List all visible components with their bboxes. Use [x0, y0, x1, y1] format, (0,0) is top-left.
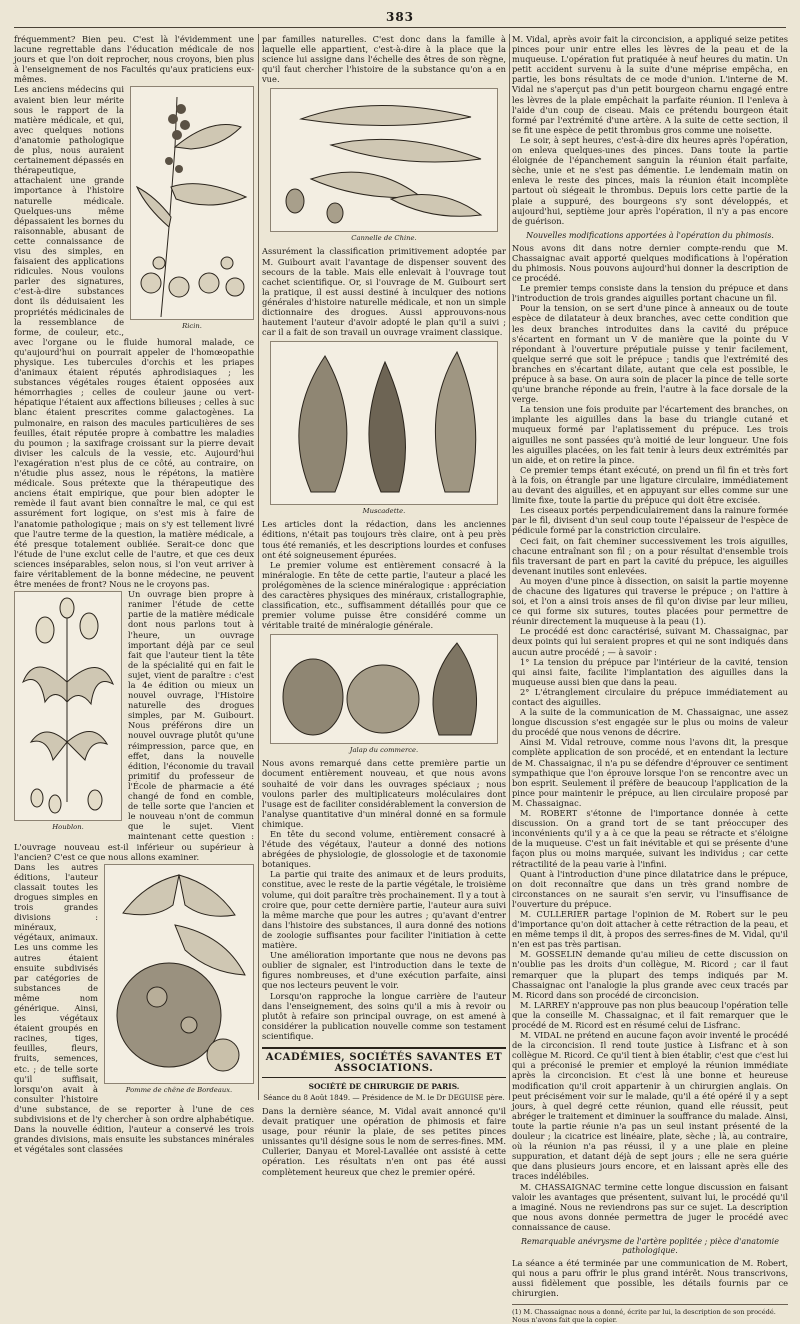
paragraph: Dans les autres éditions, l'auteur classait toutes les drogues simples en trois grandes divisions : minéraux, végétaux, animaux. Les uns comme les autres étaient ensuite subdivisés par catégories de substances de même nom générique. Ainsi, les végétaux étaient groupés en racines, tiges, feuilles, fleurs, fruits, semences, etc. ; de telle sorte qu'il suffisait, lorsqu'on avait à consulter l'histoire d'une substance, de se reporter à l'une de ces subdivisions et de l'y chercher à son ordre alphabétique. Dans la nouvelle édition, l'auteur a conservé les trois grandes divisions, mais ensuite les substances minérales et végétales sont classées [14, 861, 254, 1155]
column-middle [262, 34, 506, 1177]
paragraph: La partie qui traite des animaux et de leurs produits, constitue, avec le reste de la partie végétale, le troisième volume, qui doit paraître très prochainement. Il y a tout à croire que, pour cette dernière partie, l'auteur aura suivi la même marche que pour les autres ; qu'avant d'entrer dans l'histoire des substances, il aura donné des notions de zoologie suffisantes pour faciliter l'initiation à cette matière. [262, 869, 506, 951]
figure-pomme-chene [104, 864, 254, 1098]
ricin-illustration [130, 86, 254, 320]
paragraph: En tête du second volume, entièrement consacré à l'étude des végétaux, l'auteur a donné des notions abrégées de physiologie, de glossologie et de taxonomie botaniques. [262, 829, 506, 870]
column-divider [509, 34, 510, 1100]
paragraph: par familles naturelles. C'est donc dans la famille à laquelle elle appartient, c'est-à-dire à la place que la science lui assigne dans l'échelle des êtres de son règne, qu'il faut chercher l'histoire de la substance qu'on a en vue. [262, 34, 506, 85]
paragraph: Le soir, à sept heures, c'est-à-dire dix heures après l'opération, on enleva quelques-unes des pinces. Dans toute la partie éloignée de l'épanchement sanguin la réunion était parfaite, sèche, unie et ne s'est pas démentie. Le lendemain matin on enleva le reste des pinces, mais la réunion était incomplète partout où siégeait le thrombus. Depuis lors cette partie de la plaie a suppuré, des bourgeons s'y sont développés, et aujourd'hui, septième jour après l'opération, il n'y a pas encore de guérison. [512, 134, 788, 226]
paragraph: M. Vidal, après avoir fait la circoncision, a appliqué seize petites pinces pour unir entre elles les lèvres de la peau et de la muqueuse. L'opération fut pratiquée à neuf heures du matin. Un petit accident survenu à la suite d'une méprise empêcha, en partie, les bons résultats de ce mode d'union. L'interne de M. Vidal ne s'aperçut pas d'un petit bourgeon charnu engagé entre les lèvres de la plaie empêchait la parfaite réunion. Il l'enleva à l'aide d'un coup de ciseau. Mais ce prétendu bourgeon était formé par l'extrémité d'une artère. A la suite de cette section, il se fit une espèce de petit thrombus gros comme une noisette. [512, 34, 788, 135]
paragraph: M. GOSSELIN demande qu'au milieu de cette discussion on n'oublie pas les droits d'un collègue, M. Ricord ; car il faut remarquer que la plupart des temps indiqués par M. Chassaignac ont l'analogie la plus grande avec ceux tracés par M. Ricord dans son procédé de circoncision. [512, 949, 788, 1000]
paragraph: Nous avons dit dans notre dernier compte-rendu que M. Chassaignac avait apporté quelques modifications à l'opération du phimosis. Nous pouvons aujourd'hui donner la description de ce procédé. [512, 242, 788, 284]
paragraph: M. LARREY n'approuve pas non plus beaucoup l'opération telle que la conseille M. Chassaignac, et il fait remarquer que le procédé de M. Ricord est en résumé celui de Lisfranc. [512, 999, 788, 1030]
paragraph: Ce premier temps étant exécuté, on prend un fil fin et très fort à la fois, on étrangle par une ligature circulaire, immédiatement au devant des aiguilles, et en appuyant sur elles comme sur une limite fixe, toute la partie du prépuce qui doit être excisée. [512, 464, 788, 506]
pomme-chene-illustration [104, 864, 254, 1084]
section-title: ACADÉMIES, SOCIÉTÉS SAVANTES ET ASSOCIATIONS. [262, 1047, 506, 1078]
muscade-illustration [270, 341, 498, 505]
figure-caption: Cannelle de Chine. [351, 234, 417, 243]
figure-jalap [270, 634, 498, 754]
paragraph: Pour la tension, on se sert d'une pince à anneaux ou de toute espèce de dilatateur à deux branches, avec cette condition que les deux branches introduites dans la cavité du prépuce s'écartent en formant un V de manière que la pointe du V répondant à l'ouverture préputiale puisse y tenir facilement, quelque serré que soit le prépuce ; tandis que l'extrémité des branches en s'écartant dilate, autant que cela est possible, le prépuce à sa base. On aura soin de placer la pince de telle sorte qu'une branche réponde au frein, l'autre à la face dorsale de la verge. [512, 303, 788, 405]
paragraph: Nous avons remarqué dans cette première partie un document entièrement nouveau, et que nous avons souhaité de voir dans les ouvrages spéciaux ; nous voulons parler des multiplicateurs moléculaires dont l'usage est de faciliter considérablement la conversion de l'analyse quantitative d'un minéral donné en sa formule chimique. [262, 758, 506, 829]
paragraph: M. ROBERT s'étonne de l'importance donnée à cette discussion. On a grand tort de se tant préoccuper des inconvénients qu'il y a à ce que la peau se rétracte et s'éloigne de la muqueuse. C'est un fait inévitable et qui se présente d'une façon plus ou moins marquée, suivant les individus ; car cette rétractilité de la peau varie à l'infini. [512, 808, 788, 869]
meeting-info: Séance du 8 Août 1849. — Présidence de M. le Dr DEGUISE père. [263, 1092, 505, 1102]
paragraph: La tension une fois produite par l'écartement des branches, on implante les aiguilles dans la base du triangle cutané et muqueux formé par l'aplatissement du prépuce. Les trois aiguilles ne sont passées qu'à moitié de leur longueur. Une fois les aiguilles placées, on les fait tenir à leurs deux extrémités par un aide, et on retire la pince. [512, 404, 788, 465]
figure-houblon [14, 591, 122, 835]
paragraph: M. VIDAL ne prétend en aucune façon avoir inventé le procédé de la circoncision. Il rend toute justice à Lisfranc et à son collègue M. Ricord. Ce qu'il tient à bien établir, c'est que c'est lui qui a préconisé le premier et employé la réunion immédiate après la circoncision. Et c'est là une bonne et heureuse modification qu'il croit appartenir à un chirurgien anglais. On peut précisément voir sur le malade, qu'il a été opéré il y a sept jours, à quel degré cette réunion, quand elle réussit, peut abréger le traitement et diminuer la souffrance du malade. Ainsi, toute la partie réunie n'a pas un seul instant présenté de la douleur ; la cicatrice est linéaire, plate, sèche ; là, au contraire, où la réunion n'a pas réussi, il y a une plaie en pleine suppuration, et datant déjà de sept jours ; elle ne sera guérie que dans plusieurs jours encore, et en laissant après elle des traces indélébiles. [512, 1030, 788, 1182]
jalap-illustration [270, 634, 498, 744]
column-left [14, 34, 254, 1155]
paragraph: Les ciseaux portés perpendiculairement dans la rainure formée par le fil, divisent d'un seul coup toute l'épaisseur de l'espèce de pédicule formé par la constriction circulaire. [512, 505, 788, 536]
paragraph: Assurément la classification primitivement adoptée par M. Guibourt avait l'avantage de dispenser souvent des secours de la table. Mais elle enlevait à l'ouvrage tout cachet scientifique. Or, si l'ouvrage de M. Guibourt sert la pratique, il est aussi destiné à inculquer des notions générales d'histoire naturelle médicale, et non un simple dictionnaire des drogues. Aussi approuvons-nous hautement l'auteur d'avoir adopté le plan qu'il a suivi ; car il a fait de son travail un ouvrage vraiment classique. [262, 246, 506, 338]
page-number: 383 [385, 10, 415, 24]
footnote: (1) M. Chassaignac nous a donné, écrite par lui, la description de son procédé. Nous n'avons fait que la copier. [512, 1304, 788, 1324]
paragraph: Quant à l'introduction d'une pince dilatatrice dans le prépuce, on doit reconnaître que dans un très grand nombre de circonstances on ne saurait s'en servir, vu l'insuffisance de l'ouverture du prépuce. [512, 868, 788, 909]
society-name: SOCIÉTÉ DE CHIRURGIE DE PARIS. [308, 1081, 460, 1091]
figure-caption: Jalap du commerce. [349, 746, 419, 755]
paragraph: La séance a été terminée par une communication de M. Robert, qui nous a paru offrir le plus grand intérêt. Nous transcrivons, aussi fidèlement que possible, les détails fournis par ce chirurgien. [512, 1257, 788, 1299]
header-rule [14, 27, 786, 28]
paragraph: Le premier temps consiste dans la tension du prépuce et dans l'introduction de trois grandes aiguilles portant chacune un fil. [512, 283, 788, 304]
paragraph: Au moyen d'une pince à dissection, on saisit la partie moyenne de chacune des ligatures qui traverse le prépuce ; on l'attire à soi, et l'on a ainsi trois anses de fil qu'on divise par leur milieu, ce qui forme six sutures, toutes placées pour permettre de réunir directement la muqueuse à la peau (1). [512, 575, 788, 627]
column-divider [258, 34, 259, 1100]
column-right [512, 34, 788, 1324]
paragraph: Le premier volume est entièrement consacré à la minéralogie. En tête de cette partie, l'auteur a placé les prolégomènes de la science minéralogique : appréciation des caractères physiques des minéraux, cristallographie, classification, etc., suffisamment détaillés pour que ce premier volume puisse être considéré comme un véritable traité de minéralogie générale. [262, 559, 506, 631]
paragraph: M. CULLERIER partage l'opinion de M. Robert sur le peu d'importance qu'on doit attacher à cette rétraction de la peau, et en même temps il dit, à propos des serres-fines de M. Vidal, qu'il n'en est pas très partisan. [512, 908, 788, 950]
paragraph: 1° La tension du prépuce par l'intérieur de la cavité, tension qui ainsi faite, facilite l'implantation des aiguilles dans la muqueuse aussi bien que dans la peau. [512, 656, 788, 687]
figure-ricin [130, 86, 254, 334]
paragraph: Les anciens médecins qui avaient bien leur mérite sous le rapport de la matière médicale, et qui, avec quelques notions d'anatomie pathologique de plus, nous auraient certainement dépassés en thérapeutique, attachaient une grande importance à l'histoire naturelle médicale. Quelques-uns même dépassaient les bornes du raisonnable, abusant de cette connaissance de visu des simples, en faisaient des applications ridicules. Nous voulons parler des signatures, c'est-à-dire substances dont ils déduisaient les propriétés médicinales de la ressemblance de forme, de couleur, etc., avec l'organe ou le fluide humoral malade, ce qu'aujourd'hui on pourrait appeler de l'homœopathie physique. Les tubercules d'orchis et les priapes d'animaux étaient réputés aphrodisiaques ; les substances végétales rouges étaient opposées aux hémorrhagies ; celles de couleur jaune ou vert-hépatique l'étaient aux affections bilieuses ; celles à suc blanc étaient prescrites comme galactogènes. La pulmonaire, en raison des macules particulières de ses feuilles, était réputée propre à combattre les maladies du poumon ; la saxifrage croissant sur la pierre devait diviser les calculs de la vessie, etc. Aujourd'hui l'exagération n'est plus de ce côté, au contraire, on n'étudie plus assez, nous le répétons, la matière médicale. Sous prétexte que la thérapeutique des anciens était empirique, que pour bien adopter le remède il faut avant bien connaître le mal, ce qui est assurément fort logique, on s'est mis à faire de l'anatomie pathologique ; mais on s'y est tellement livré que l'autre terme de la question, la matière médicale, a été presque totalement oubliée. Serait-ce donc que l'étude de l'une exclut celle de l'autre, et que ces deux sciences inséparables, selon nous, si l'on veut arriver à faire véritablement de la bonne médecine, ne peuvent être menées de front? Nous ne le croyons pas. [14, 84, 254, 590]
paragraph: Les articles dont la rédaction, dans les anciennes éditions, n'était pas toujours très claire, ont à peu près tous été remaniés, et les descriptions lourdes et confuses ont été soigneusement épurées. [262, 519, 506, 560]
figure-muscade [270, 341, 498, 515]
figure-cannelle [270, 88, 498, 242]
subsection-heading: Nouvelles modifications apportées à l'opération du phimosis. [526, 230, 774, 240]
paragraph: Ainsi M. Vidal retrouve, comme nous l'avons dit, la presque complète application de son procédé, et en entendant la lecture de M. Chassaignac, il n'a pu se défendre d'éprouver ce sentiment sympathique que l'on éprouve lorsque l'on se rencontre avec un bon esprit. Seulement il préfère de beaucoup l'application de la pince pour maintenir le prépuce, au lien circulaire proposé par M. Chassaignac. [512, 737, 788, 808]
paragraph: M. CHASSAIGNAC termine cette longue discussion en faisant valoir les avantages que présentent, suivant lui, le procédé qu'il a imaginé. Nous ne reviendrons pas sur ce sujet. La description que nous avons donnée permettra de juger le procédé avec connaissance de cause. [512, 1181, 788, 1232]
paragraph: A la suite de la communication de M. Chassaignac, une assez longue discussion s'est engagée sur le plus ou moins de valeur du procédé que nous venons de décrire. [512, 707, 788, 738]
paragraph: Lorsqu'on rapproche la longue carrière de l'auteur dans l'enseignement, des soins qu'il a mis à revoir ou plutôt à refaire son principal ouvrage, on est amené à considérer la publication nouvelle comme son testament scientifique. [262, 990, 506, 1041]
paragraph: fréquemment? Bien peu. C'est là l'évidemment une lacune regrettable dans l'éducation médicale de nos jours et que l'on doit reprocher, nous croyons, bien plus à l'enseignement de nos Facultés qu'aux praticiens eux-mêmes. [14, 34, 254, 85]
paragraph: Dans la dernière séance, M. Vidal avait annoncé qu'il devait pratiquer une opération de phimosis et faire usage, pour réunir la plaie, de ses petites pinces unissantes qu'il désigne sous le nom de serres-fines. MM. Cullerier, Danyau et Morel-Lavallée ont assisté à cette opération. Les résultats n'en ont pas été aussi complètement heureux que chez le premier opéré. [262, 1105, 506, 1177]
paragraph: Ceci fait, on fait cheminer successivement les trois aiguilles, chacune entraînant son fil ; on a pour résultat d'ensemble trois fils traversant de part en part la cavité du prépuce, les aiguilles devenant inutiles sont enlevées. [512, 535, 788, 576]
subsection-heading: Remarquable anévrysme de l'artère poplitée ; pièce d'anatomie pathologique. [521, 1236, 779, 1255]
paragraph: Une amélioration importante que nous ne devons pas oublier de signaler, est l'introduction dans le texte de figures nombreuses, et d'une exécution parfaite, ainsi que nos lecteurs peuvent le voir. [262, 950, 506, 991]
paragraph: Le procédé est donc caractérisé, suivant M. Chassaignac, par deux points qui lui seraient propres et qui ne sont indiqués dans aucun autre procédé ; — à savoir : [512, 626, 788, 657]
paragraph: 2° L'étranglement circulaire du prépuce immédiatement au contact des aiguilles. [512, 686, 788, 707]
figure-caption: Muscadette. [362, 507, 406, 516]
figure-caption: Pomme de chêne de Bordeaux. [125, 1085, 233, 1094]
figure-caption: Houblon. [52, 823, 84, 832]
figure-caption: Ricin. [182, 322, 202, 331]
paragraph: Un ouvrage bien propre à ranimer l'étude de cette partie de la matière médicale dont nous parlons tout à l'heure, un ouvrage important déjà par ce seul fait que l'auteur tient la tête de la spécialité qui en fait le sujet, vient de paraître : c'est la 4e édition ou mieux un nouvel ouvrage, l'Histoire naturelle des drogues simples, par M. Guibourt. Nous préférons dire un nouvel ouvrage plutôt qu'une réimpression, parce que, en effet, dans la nouvelle édition, l'économie du travail primitif du professeur de l'École de pharmacie a été changé de fond en comble, de telle sorte que l'ancien et le nouveau n'ont de commun que le sujet. Vient maintenant cette question : L'ouvrage nouveau est-il inférieur ou supérieur à l'ancien? C'est ce que nous allons examiner. [14, 589, 254, 862]
cannelle-illustration [270, 88, 498, 232]
houblon-illustration [14, 591, 122, 821]
